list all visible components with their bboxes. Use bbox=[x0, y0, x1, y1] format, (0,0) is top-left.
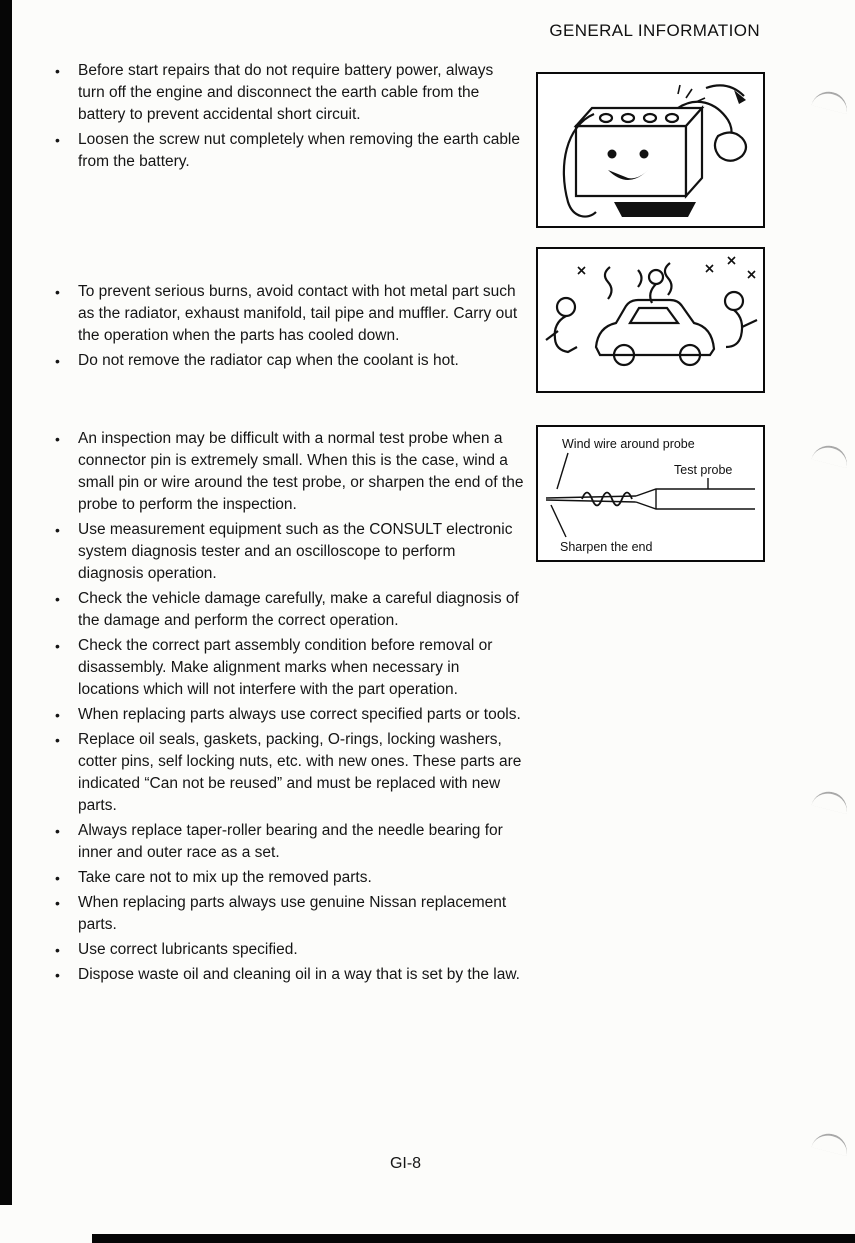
scan-edge-left bbox=[0, 0, 12, 1205]
bullet-group-inspection bbox=[46, 428, 524, 989]
bullet-text: When replacing parts always use correct specified parts or tools. bbox=[78, 706, 521, 723]
scan-edge-bottom bbox=[92, 1234, 855, 1243]
bullet-item bbox=[46, 820, 524, 864]
scan-mark bbox=[811, 1130, 850, 1156]
bullet-text: Do not remove the radiator cap when the coolant is hot. bbox=[78, 352, 459, 369]
bullet-item bbox=[46, 635, 524, 701]
bullet-text: Check the vehicle damage carefully, make a careful diagnosis of the damage and perform the correct operation. bbox=[78, 590, 519, 629]
bullet-item bbox=[46, 281, 524, 347]
bullet-text: Replace oil seals, gaskets, packing, O-rings, locking washers, cotter pins, self locking nuts, etc. with new ones. These parts are indicated “Can not be reused” and must be replaced with new parts. bbox=[78, 731, 522, 814]
bullet-item bbox=[46, 350, 524, 372]
bullet-item bbox=[46, 939, 524, 961]
probe-label-wind: Wind wire around probe bbox=[562, 437, 695, 451]
bullet-list bbox=[46, 60, 524, 173]
page-title: GENERAL INFORMATION bbox=[549, 21, 760, 40]
scan-mark bbox=[811, 442, 850, 468]
page-number: GI-8 bbox=[389, 1155, 422, 1172]
figure-battery-cartoon bbox=[536, 72, 765, 228]
bullet-item bbox=[46, 60, 524, 126]
bullet-text: Loosen the screw nut completely when removing the earth cable from the battery. bbox=[78, 131, 520, 170]
bullet-item bbox=[46, 428, 524, 516]
bullet-item bbox=[46, 867, 524, 889]
bullet-text: Before start repairs that do not require battery power, always turn off the engine and disconnect the earth cable from the battery to prevent accidental short circuit. bbox=[78, 62, 494, 123]
bullet-item bbox=[46, 129, 524, 173]
figure-hot-car-cartoon bbox=[536, 247, 765, 393]
hot-car-cartoon-drawing bbox=[538, 249, 763, 391]
probe-label-sharpen: Sharpen the end bbox=[560, 540, 653, 554]
bullet-item bbox=[46, 588, 524, 632]
bullet-text: Always replace taper-roller bearing and the needle bearing for inner and outer race as a set. bbox=[78, 822, 503, 861]
scan-mark bbox=[811, 788, 850, 814]
bullet-item bbox=[46, 704, 524, 726]
bullet-list bbox=[46, 281, 524, 372]
bullet-text: When replacing parts always use genuine Nissan replacement parts. bbox=[78, 894, 507, 933]
bullet-group-burns bbox=[46, 281, 524, 375]
bullet-text: To prevent serious burns, avoid contact with hot metal part such as the radiator, exhaust manifold, tail pipe and muffler. Carry out the operation when the parts has cooled down. bbox=[78, 283, 518, 344]
test-probe-drawing bbox=[538, 427, 763, 560]
bullet-text: Use correct lubricants specified. bbox=[78, 941, 298, 958]
bullet-item bbox=[46, 729, 524, 817]
bullet-item bbox=[46, 892, 524, 936]
bullet-text: Dispose waste oil and cleaning oil in a way that is set by the law. bbox=[78, 966, 520, 983]
battery-cartoon-drawing bbox=[538, 74, 763, 226]
figure-test-probe-diagram bbox=[536, 425, 765, 562]
bullet-item bbox=[46, 964, 524, 986]
bullet-text: An inspection may be difficult with a normal test probe when a connector pin is extremely small. When this is the case, wind a small pin or wire around the test probe, or sharpen the end of the probe to perform the inspection. bbox=[78, 430, 524, 513]
bullet-text: Check the correct part assembly condition before removal or disassembly. Make alignment marks when necessary in locations which will not interfere with the part operation. bbox=[78, 637, 493, 698]
bullet-item bbox=[46, 519, 524, 585]
probe-label-test: Test probe bbox=[674, 463, 733, 477]
bullet-list bbox=[46, 428, 524, 986]
bullet-text: Use measurement equipment such as the CONSULT electronic system diagnosis tester and an oscilloscope to perform diagnosis operation. bbox=[78, 521, 513, 582]
bullet-group-battery bbox=[46, 60, 524, 176]
scan-mark bbox=[811, 88, 850, 114]
bullet-text: Take care not to mix up the removed parts. bbox=[78, 869, 372, 886]
